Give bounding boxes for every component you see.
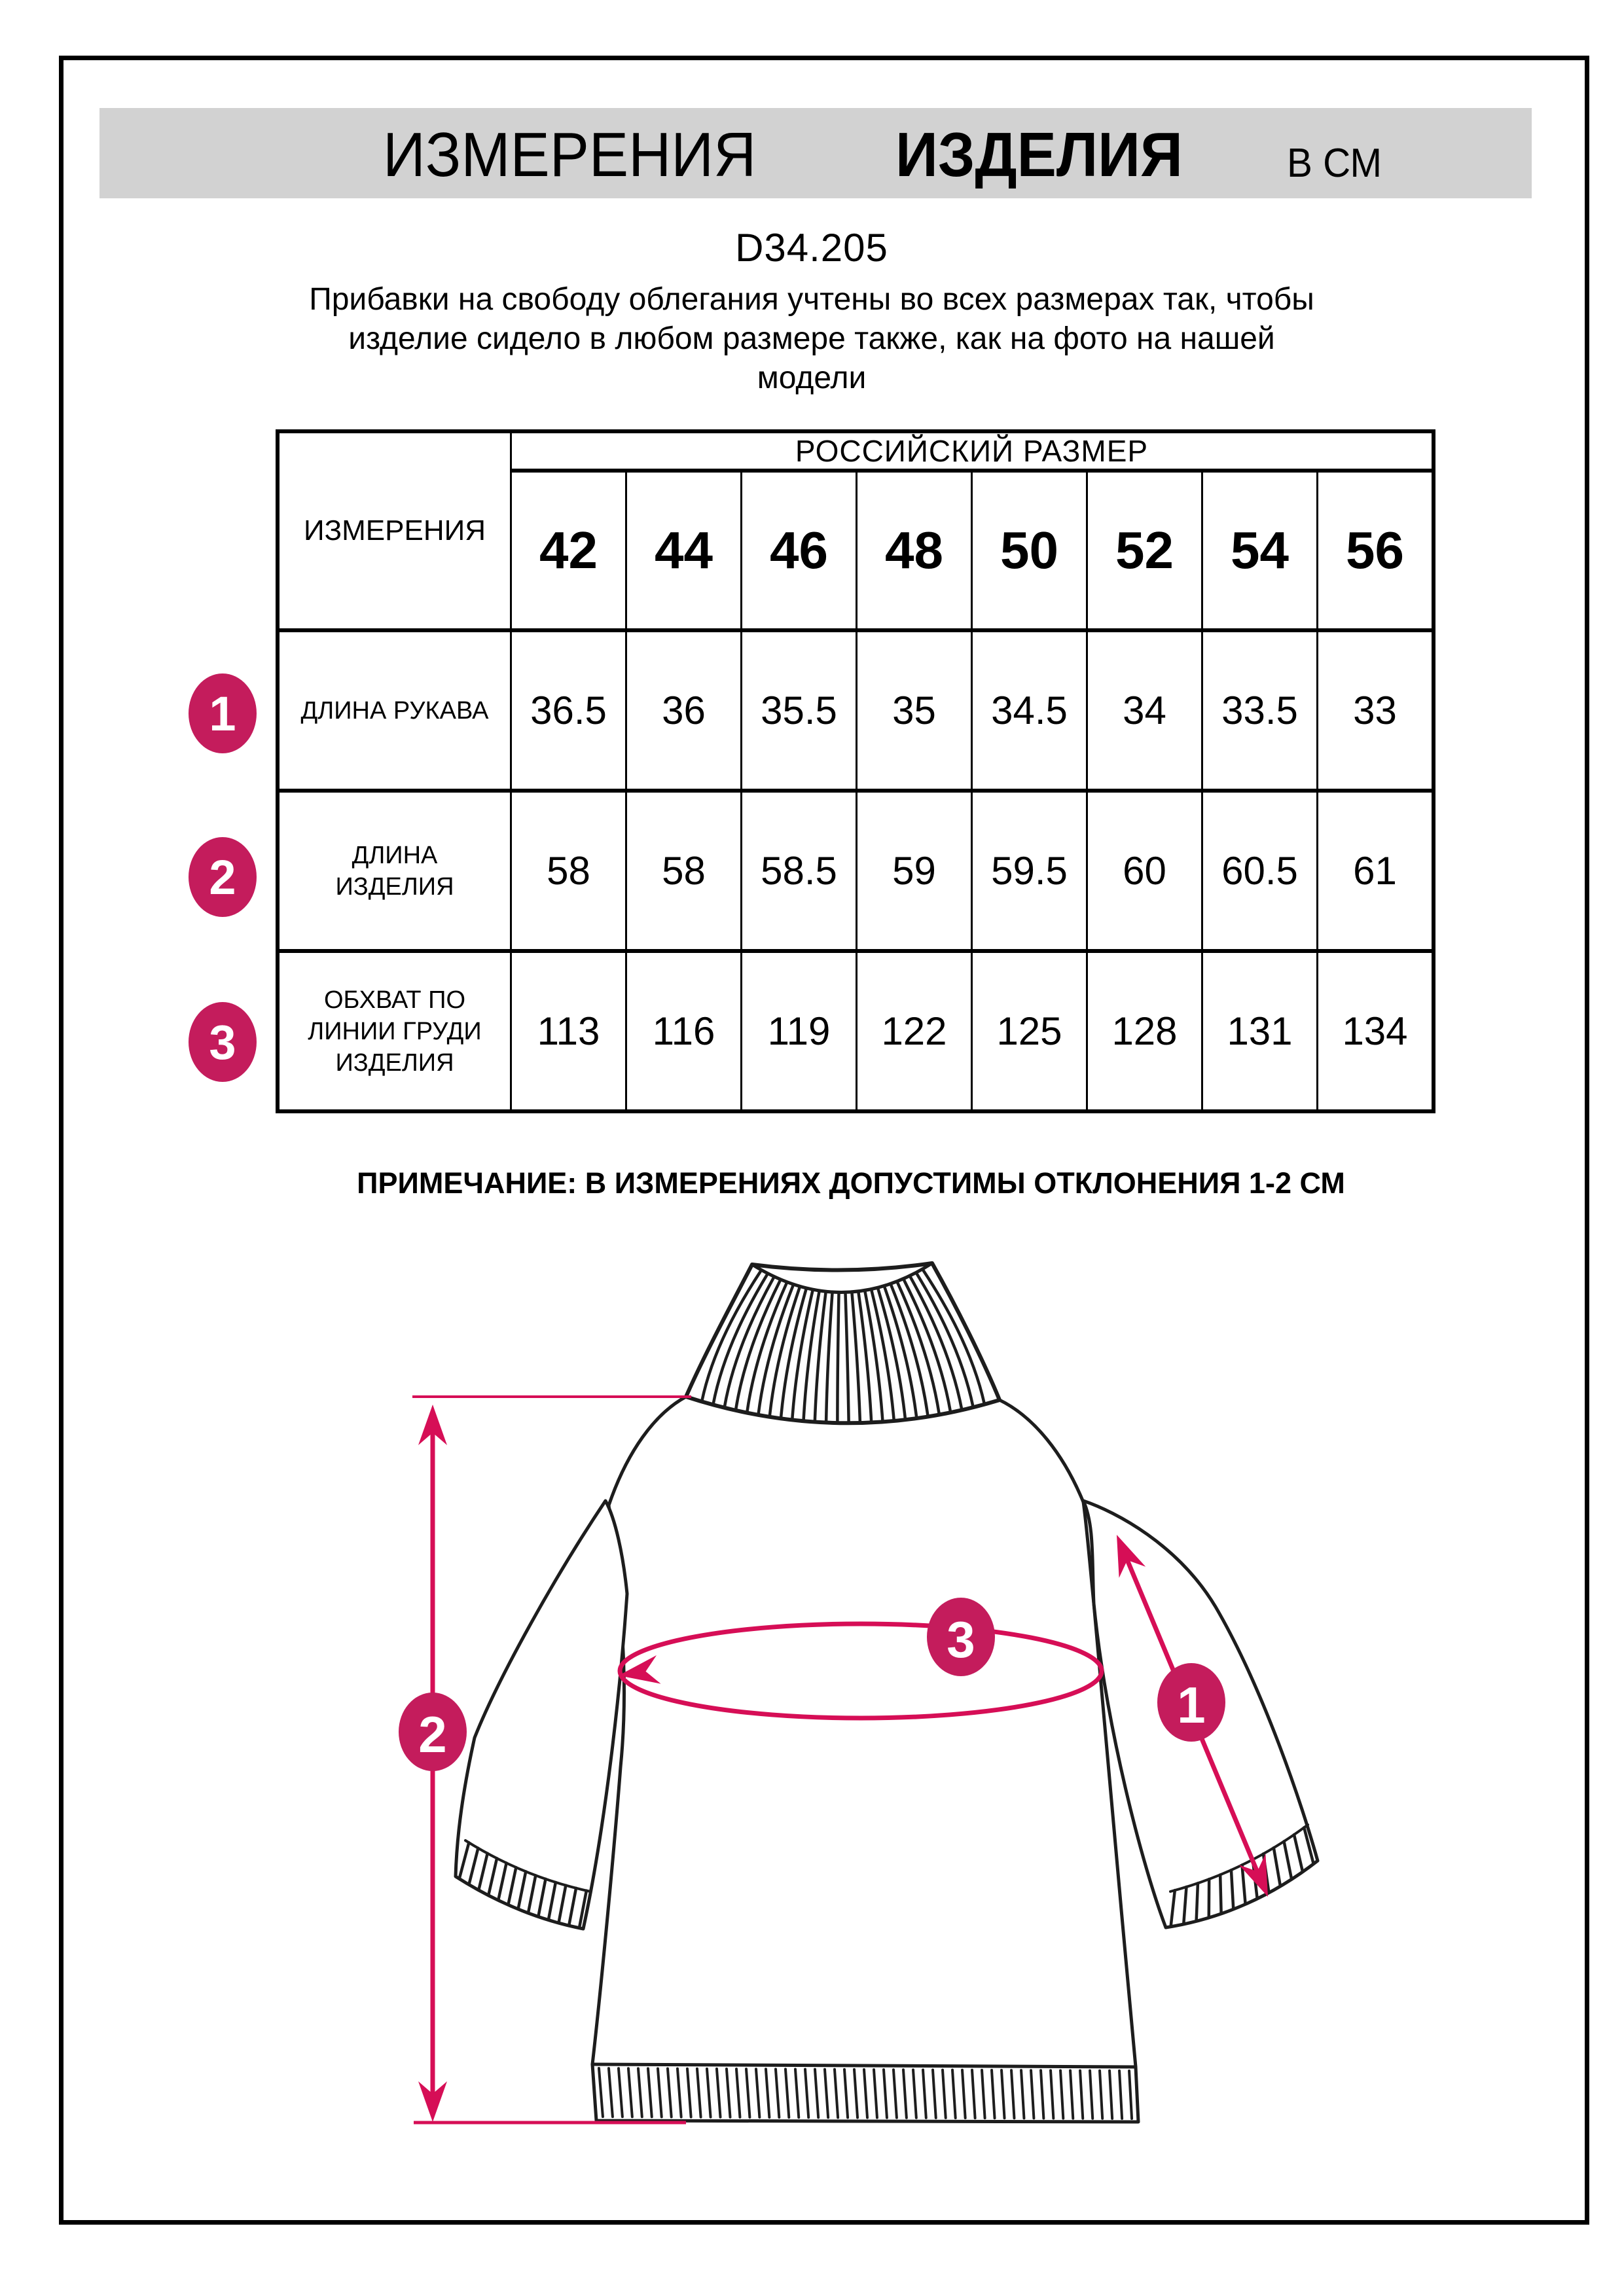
cell-length-56: 61 — [1318, 791, 1434, 951]
cell-chest-42: 113 — [511, 951, 626, 1111]
cell-chest-56: 134 — [1318, 951, 1434, 1111]
row-label-chest-girth-line2: ЛИНИИ ГРУДИ — [308, 1017, 482, 1045]
size-column-56: 56 — [1318, 471, 1434, 630]
page-title-word-2: ИЗДЕЛИЯ — [895, 120, 1183, 190]
page-title-word-1: ИЗМЕРЕНИЯ — [383, 120, 757, 190]
row-marker-1: 1 — [189, 673, 257, 753]
cell-sleeve-50: 34.5 — [972, 630, 1087, 791]
product-code: D34.205 — [735, 226, 888, 270]
cell-length-52: 60 — [1087, 791, 1202, 951]
sweater-body — [592, 1397, 1138, 2122]
fit-description-line3: модели — [757, 361, 867, 395]
cell-length-54: 60.5 — [1202, 791, 1318, 951]
diagram-marker-2 — [399, 1693, 467, 1771]
cell-sleeve-46: 35.5 — [742, 630, 857, 791]
row-marker-3: 3 — [189, 1002, 257, 1082]
fit-description-line1: Прибавки на свободу облегания учтены во всех размерах так, чтобы — [309, 282, 1314, 317]
size-column-50: 50 — [972, 471, 1087, 630]
row-label-chest-girth-line1: ОБХВАТ ПО — [323, 986, 466, 1014]
row-label-garment-length-line2: ИЗДЕЛИЯ — [335, 872, 454, 901]
size-column-44: 44 — [626, 471, 742, 630]
diagram-marker-2-number: 2 — [418, 1706, 447, 1763]
row-label-garment-length-line1: ДЛИНА — [352, 841, 438, 869]
row-label-sleeve-length: ДЛИНА РУКАВА — [278, 630, 511, 791]
cell-chest-54: 131 — [1202, 951, 1318, 1111]
diagram-marker-3 — [927, 1598, 995, 1676]
cell-chest-46: 119 — [742, 951, 857, 1111]
cell-chest-44: 116 — [626, 951, 742, 1111]
cell-chest-48: 122 — [857, 951, 972, 1111]
tolerance-note: ПРИМЕЧАНИЕ: В ИЗМЕРЕНИЯХ ДОПУСТИМЫ ОТКЛОНЕНИЯ 1-2 СМ — [357, 1166, 1345, 1200]
diagram-marker-1-number: 1 — [1177, 1676, 1206, 1734]
size-column-42: 42 — [511, 471, 626, 630]
measurements-column-header: ИЗМЕРЕНИЯ — [278, 431, 511, 630]
fit-description-line2: изделие сидело в любом размере также, как на фото на нашей — [348, 321, 1275, 356]
cell-length-46: 58.5 — [742, 791, 857, 951]
cell-sleeve-52: 34 — [1087, 630, 1202, 791]
cell-length-50: 59.5 — [972, 791, 1087, 951]
size-column-48: 48 — [857, 471, 972, 630]
row-marker-2: 2 — [189, 837, 257, 917]
russian-size-header: РОССИЙСКИЙ РАЗМЕР — [511, 431, 1434, 471]
size-column-52: 52 — [1087, 471, 1202, 630]
cell-length-44: 58 — [626, 791, 742, 951]
cell-chest-52: 128 — [1087, 951, 1202, 1111]
cell-sleeve-42: 36.5 — [511, 630, 626, 791]
left-sleeve — [456, 1501, 627, 1929]
cell-length-42: 58 — [511, 791, 626, 951]
row-label-chest-girth-line3: ИЗДЕЛИЯ — [335, 1049, 454, 1077]
size-column-54: 54 — [1202, 471, 1318, 630]
cell-sleeve-48: 35 — [857, 630, 972, 791]
diagram-marker-3-number: 3 — [947, 1611, 975, 1668]
cell-chest-50: 125 — [972, 951, 1087, 1111]
cell-sleeve-54: 33.5 — [1202, 630, 1318, 791]
diagram-marker-1 — [1157, 1663, 1225, 1742]
cell-length-48: 59 — [857, 791, 972, 951]
cell-sleeve-56: 33 — [1318, 630, 1434, 791]
page-title-units: В СМ — [1287, 141, 1382, 186]
size-column-46: 46 — [742, 471, 857, 630]
cell-sleeve-44: 36 — [626, 630, 742, 791]
